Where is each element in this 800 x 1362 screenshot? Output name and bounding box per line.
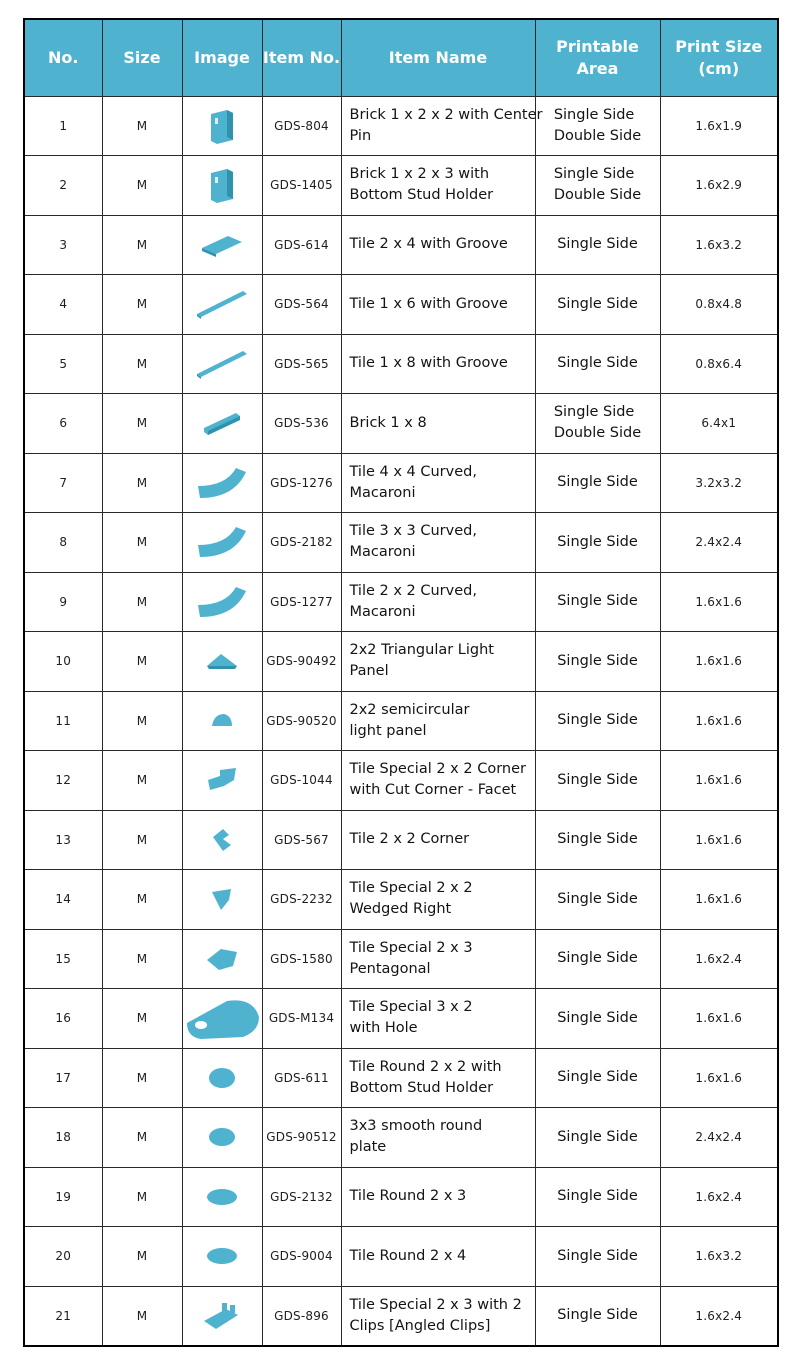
size-cell: M [102,1108,182,1168]
item-name [341,394,535,454]
size-cell: M [102,513,182,573]
row-number: 4 [24,275,102,335]
printable-area-line: Single Side [553,166,635,183]
header-image: Image [182,19,262,96]
size-cell: M [102,394,182,454]
printable-area-line: Single Side [557,533,638,550]
table-row [24,1227,778,1287]
item-number: GDS-564 [262,275,341,335]
item-name [341,215,535,275]
size-cell: M [102,156,182,216]
row-number: 19 [24,1167,102,1227]
printable-area [535,691,660,751]
item-number: GDS-565 [262,334,341,394]
item-name-line: Brick 1 x 8 [349,414,427,431]
image-cell [182,691,262,751]
tile-curved-icon [183,466,262,500]
image-cell [182,989,262,1049]
print-size: 1.6x2.4 [660,929,778,989]
item-name-line: with Cut Corner - Facet [349,782,517,799]
printable-area [535,989,660,1049]
item-number: GDS-804 [262,96,341,156]
printable-area-line: Single Side [557,771,638,788]
item-name [341,1286,535,1346]
header-item-name: Item Name [341,19,535,96]
item-name [341,1227,535,1287]
image-cell [182,1108,262,1168]
size-cell: M [102,1227,182,1287]
row-number: 12 [24,751,102,811]
item-number: GDS-567 [262,810,341,870]
table-row [24,156,778,216]
printable-area [535,275,660,335]
printable-area [535,453,660,513]
row-number: 8 [24,513,102,573]
print-size: 1.6x1.6 [660,989,778,1049]
item-name [341,751,535,811]
table-row [24,870,778,930]
item-name-line: Tile 1 x 6 with Groove [349,295,508,312]
item-number: GDS-1277 [262,572,341,632]
item-name [341,572,535,632]
size-cell: M [102,1286,182,1346]
item-name [341,1108,535,1168]
item-name-line: Pin [349,127,372,144]
item-name-line: Macaroni [349,484,416,501]
print-size: 1.6x1.9 [660,96,778,156]
item-number: GDS-2182 [262,513,341,573]
row-number: 13 [24,810,102,870]
table-row [24,572,778,632]
image-cell [182,810,262,870]
item-name-line: Macaroni [349,603,416,620]
item-name-line: Pentagonal [349,960,431,977]
printable-area [535,870,660,930]
item-name-line: with Hole [349,1020,418,1037]
item-number: GDS-536 [262,394,341,454]
printable-area-line: Double Side [553,425,642,442]
print-size: 6.4x1 [660,394,778,454]
row-number: 5 [24,334,102,394]
header-print-size-line2: (cm) [698,58,740,78]
print-size: 1.6x1.6 [660,572,778,632]
size-cell: M [102,275,182,335]
item-name [341,334,535,394]
size-cell: M [102,751,182,811]
size-cell: M [102,1167,182,1227]
table-row [24,215,778,275]
row-number: 9 [24,572,102,632]
printable-area [535,810,660,870]
printable-area [535,929,660,989]
item-name-line: Tile 2 x 2 Corner [349,831,470,848]
row-number: 10 [24,632,102,692]
header-item-no: Item No. [262,19,341,96]
printable-area-line: Single Side [557,652,638,669]
printable-area [535,334,660,394]
tile-hole-icon [183,995,262,1041]
item-name [341,275,535,335]
image-cell [182,1167,262,1227]
item-number: GDS-614 [262,215,341,275]
item-number: GDS-90492 [262,632,341,692]
printable-area-line: Single Side [557,236,638,253]
row-number: 7 [24,453,102,513]
tile-oval-icon [183,1245,262,1267]
print-size: 1.6x2.4 [660,1286,778,1346]
tile-pentagon-icon [183,946,262,972]
table-row [24,275,778,335]
item-name [341,632,535,692]
brick-tall-icon [183,165,262,205]
print-size: 1.6x1.6 [660,870,778,930]
row-number: 2 [24,156,102,216]
item-name [341,929,535,989]
printable-area-line: Double Side [553,187,642,204]
table-row [24,1048,778,1108]
row-number: 15 [24,929,102,989]
row-number: 1 [24,96,102,156]
size-cell: M [102,870,182,930]
size-cell: M [102,632,182,692]
printable-area-line: Single Side [557,1069,638,1086]
print-size: 0.8x4.8 [660,275,778,335]
image-cell [182,572,262,632]
image-cell [182,1227,262,1287]
header-size: Size [102,19,182,96]
item-name-line: Tile Round 2 x 4 [349,1247,467,1264]
size-cell: M [102,691,182,751]
printable-area-line: Single Side [557,355,638,372]
item-name-line: Tile Round 2 x 2 with [349,1058,502,1075]
item-name-line: Tile Special 2 x 3 [349,939,473,956]
print-size: 1.6x1.6 [660,751,778,811]
printable-area [535,1227,660,1287]
size-cell: M [102,96,182,156]
item-name-line: Tile Special 3 x 2 [349,999,473,1016]
printable-area [535,394,660,454]
item-name-line: plate [349,1139,387,1156]
size-cell: M [102,334,182,394]
image-cell [182,1048,262,1108]
row-number: 20 [24,1227,102,1287]
printable-area [535,215,660,275]
brick-tall-icon [183,106,262,146]
row-number: 18 [24,1108,102,1168]
size-cell: M [102,1048,182,1108]
printable-area [535,1286,660,1346]
size-cell: M [102,572,182,632]
item-name-line: Bottom Stud Holder [349,187,494,204]
header-no: No. [24,19,102,96]
printable-area-line: Single Side [557,890,638,907]
image-cell [182,870,262,930]
item-name-line: Tile 3 x 3 Curved, [349,523,477,540]
printable-area [535,513,660,573]
tile-curved-icon [183,525,262,559]
table-row [24,691,778,751]
item-number: GDS-1580 [262,929,341,989]
table-row [24,453,778,513]
item-name-line: Clips [Angled Clips] [349,1317,491,1334]
image-cell [182,1286,262,1346]
item-name [341,810,535,870]
printable-area-line: Single Side [557,1128,638,1145]
row-number: 3 [24,215,102,275]
row-number: 17 [24,1048,102,1108]
item-name [341,691,535,751]
item-name [341,513,535,573]
print-size: 1.6x3.2 [660,215,778,275]
image-cell [182,751,262,811]
item-name-line: Tile 2 x 4 with Groove [349,236,508,253]
table-row [24,1108,778,1168]
item-name-line: Brick 1 x 2 x 2 with Center [349,106,543,123]
triangle-panel-icon [183,652,262,670]
item-name [341,1048,535,1108]
printable-area-line: Single Side [557,474,638,491]
table-row [24,751,778,811]
table-row [24,989,778,1049]
print-size: 3.2x3.2 [660,453,778,513]
size-cell: M [102,989,182,1049]
item-name-line: Tile 2 x 2 Curved, [349,582,477,599]
item-number: GDS-90512 [262,1108,341,1168]
printable-area-line: Single Side [553,404,635,421]
item-name-line: Tile Special 2 x 2 [349,880,473,897]
print-size: 2.4x2.4 [660,1108,778,1168]
item-number: GDS-M134 [262,989,341,1049]
row-number: 16 [24,989,102,1049]
item-name [341,156,535,216]
size-cell: M [102,215,182,275]
printable-area-line: Single Side [557,1247,638,1264]
image-cell [182,96,262,156]
item-number: GDS-611 [262,1048,341,1108]
printable-area [535,572,660,632]
print-size: 1.6x2.9 [660,156,778,216]
item-number: GDS-1044 [262,751,341,811]
printable-area-line: Single Side [553,106,635,123]
tile-long-icon [183,287,262,321]
item-name-line: Macaroni [349,544,416,561]
printable-area [535,632,660,692]
tile-long-icon [183,347,262,381]
item-name [341,989,535,1049]
size-cell: M [102,929,182,989]
table-row [24,1167,778,1227]
printable-area-line: Single Side [557,295,638,312]
print-size: 1.6x1.6 [660,691,778,751]
print-size: 1.6x1.6 [660,1048,778,1108]
image-cell [182,394,262,454]
image-cell [182,275,262,335]
header-print-size [660,19,778,96]
round-plate-icon [183,1126,262,1148]
printable-area-line: Single Side [557,831,638,848]
item-name-line: Tile Round 2 x 3 [349,1188,467,1205]
semicircle-panel-icon [183,712,262,730]
item-name [341,453,535,513]
header-row [24,19,778,96]
table-row [24,929,778,989]
item-name-line: 3x3 smooth round [349,1118,483,1135]
item-number: GDS-2132 [262,1167,341,1227]
print-size: 1.6x2.4 [660,1167,778,1227]
table-row [24,96,778,156]
print-size: 0.8x6.4 [660,334,778,394]
item-name-line: Tile Special 2 x 2 Corner [349,761,526,778]
tile-corner-icon [183,827,262,853]
table-row [24,810,778,870]
row-number: 11 [24,691,102,751]
printable-area [535,156,660,216]
header-print-size-line1: Print Size [675,36,763,56]
printable-area-line: Single Side [557,712,638,729]
printable-area [535,1108,660,1168]
table-row [24,513,778,573]
printable-area [535,751,660,811]
image-cell [182,215,262,275]
printable-area-line: Double Side [553,127,642,144]
item-name [341,1167,535,1227]
item-number: GDS-1276 [262,453,341,513]
printable-area-line: Single Side [557,950,638,967]
size-cell: M [102,810,182,870]
tile-flat-icon [183,232,262,258]
tile-round-icon [183,1066,262,1090]
row-number: 14 [24,870,102,930]
item-name-line: Tile 4 x 4 Curved, [349,463,477,480]
item-name-line: light panel [349,722,427,739]
item-number: GDS-90520 [262,691,341,751]
image-cell [182,334,262,394]
item-number: GDS-9004 [262,1227,341,1287]
image-cell [182,156,262,216]
tile-wedge-icon [183,886,262,912]
table-row [24,394,778,454]
table-row [24,334,778,394]
image-cell [182,929,262,989]
printable-area-line: Single Side [557,593,638,610]
printable-area [535,1167,660,1227]
item-name-line: 2x2 semicircular [349,701,470,718]
item-name [341,96,543,156]
tile-clips-icon [183,1301,262,1331]
printable-area-line: Single Side [557,1009,638,1026]
tile-curved-icon [183,585,262,619]
table-row [24,632,778,692]
item-number: GDS-896 [262,1286,341,1346]
size-cell: M [102,453,182,513]
row-number: 6 [24,394,102,454]
tile-oval-icon [183,1186,262,1208]
printable-area-line: Single Side [557,1307,638,1323]
product-table [23,18,779,1347]
image-cell [182,632,262,692]
item-name-line: Panel [349,663,389,680]
item-name-line: Bottom Stud Holder [349,1079,494,1096]
print-size: 1.6x1.6 [660,810,778,870]
item-name-line: Brick 1 x 2 x 3 with [349,166,490,183]
product-table-container [23,18,777,1347]
table-row [24,1286,778,1346]
brick-long-icon [183,410,262,436]
header-printable-area: Printable Area [535,19,660,96]
print-size: 2.4x2.4 [660,513,778,573]
item-name-line: Tile Special 2 x 3 with 2 [349,1296,522,1313]
print-size: 1.6x3.2 [660,1227,778,1287]
printable-area [535,96,660,156]
tile-corner-facet-icon [183,766,262,794]
image-cell [182,453,262,513]
print-size: 1.6x1.6 [660,632,778,692]
printable-area [535,1048,660,1108]
item-number: GDS-1405 [262,156,341,216]
item-name-line: 2x2 Triangular Light [349,642,494,659]
row-number: 21 [24,1286,102,1346]
item-name-line: Tile 1 x 8 with Groove [349,355,508,372]
image-cell [182,513,262,573]
item-name-line: Wedged Right [349,901,452,918]
item-name [341,870,535,930]
printable-area-line: Single Side [557,1188,638,1205]
item-number: GDS-2232 [262,870,341,930]
